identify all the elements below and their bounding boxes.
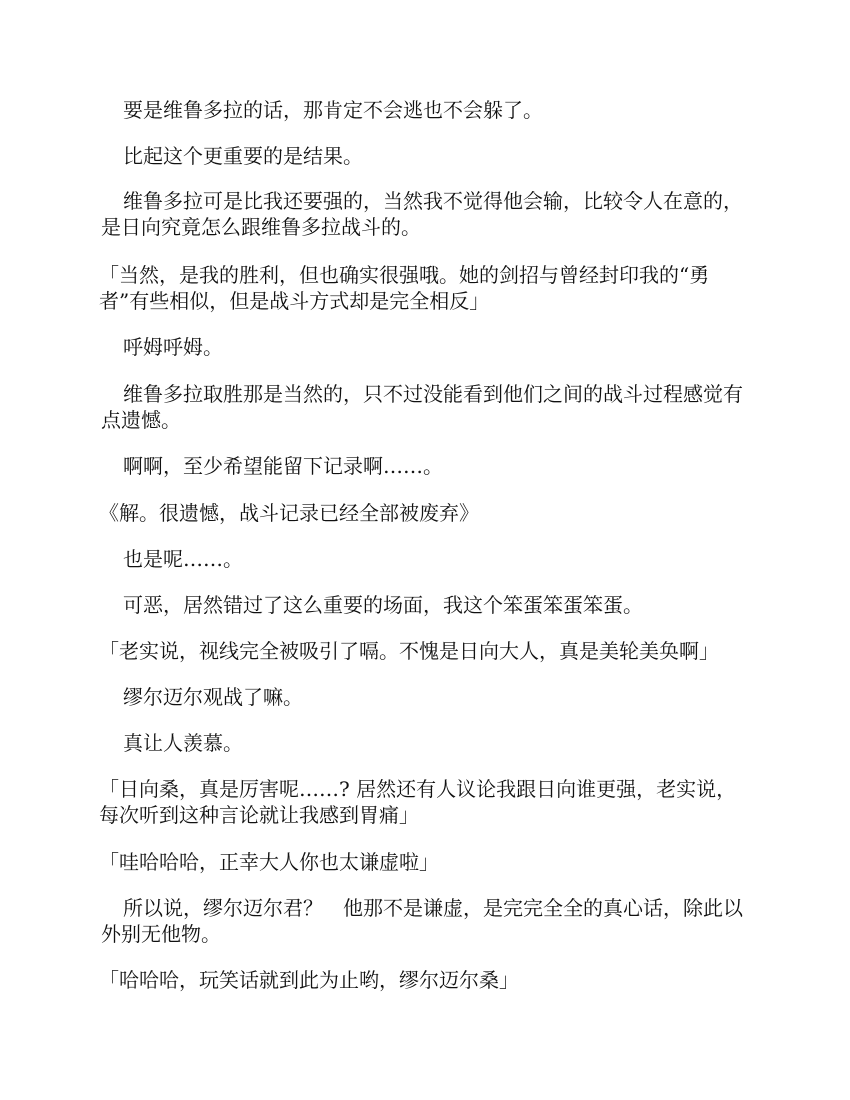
dialogue-line: 「哇哈哈哈，正幸大人你也太谦虚啦」 xyxy=(99,850,439,874)
dialogue-line: 「哈哈哈，玩笑话就到此为止哟，缪尔迈尔桑」 xyxy=(99,968,519,992)
dialogue-line: 「老实说，视线完全被吸引了嗝。不愧是日向大人，真是美轮美奂啊」 xyxy=(99,639,719,663)
paragraph: 可恶，居然错过了这么重要的场面，我这个笨蛋笨蛋笨蛋。 xyxy=(123,593,643,617)
system-message: 《解。很遗憾，战斗记录已经全部被废弃》 xyxy=(99,501,479,525)
paragraph: 缪尔迈尔观战了嘛。 xyxy=(123,685,303,709)
paragraph: 呼姆呼姆。 xyxy=(123,335,223,359)
dialogue-line: 「日向桑，真是厉害呢……? 居然还有人议论我跟日向谁更强，老实说，每次听到这种言论就让我感到胃痛」 xyxy=(99,777,737,827)
paragraph: 维鲁多拉取胜那是当然的，只不过没能看到他们之间的战斗过程感觉有点遗憾。 xyxy=(101,382,743,432)
document-body xyxy=(101,97,751,993)
paragraph: 啊啊，至少希望能留下记录啊……。 xyxy=(123,454,443,478)
paragraph: 真让人羡慕。 xyxy=(123,731,243,755)
paragraph: 比起这个更重要的是结果。 xyxy=(123,144,363,168)
paragraph: 也是呢……。 xyxy=(123,547,243,571)
paragraph: 维鲁多拉可是比我还要强的，当然我不觉得他会输，比较令人在意的，是日向究竟怎么跟维鲁多拉战斗的。 xyxy=(101,189,743,239)
paragraph: 要是维鲁多拉的话，那肯定不会逃也不会躲了。 xyxy=(123,98,543,122)
paragraph: 所以说，缪尔迈尔君？ 他那不是谦虚，是完完全全的真心话，除此以外别无他物。 xyxy=(101,896,743,946)
dialogue-line: 「当然，是我的胜利，但也确实很强哦。她的剑招与曾经封印我的“勇者”有些相似，但是战斗方式却是完全相反」 xyxy=(99,263,710,313)
